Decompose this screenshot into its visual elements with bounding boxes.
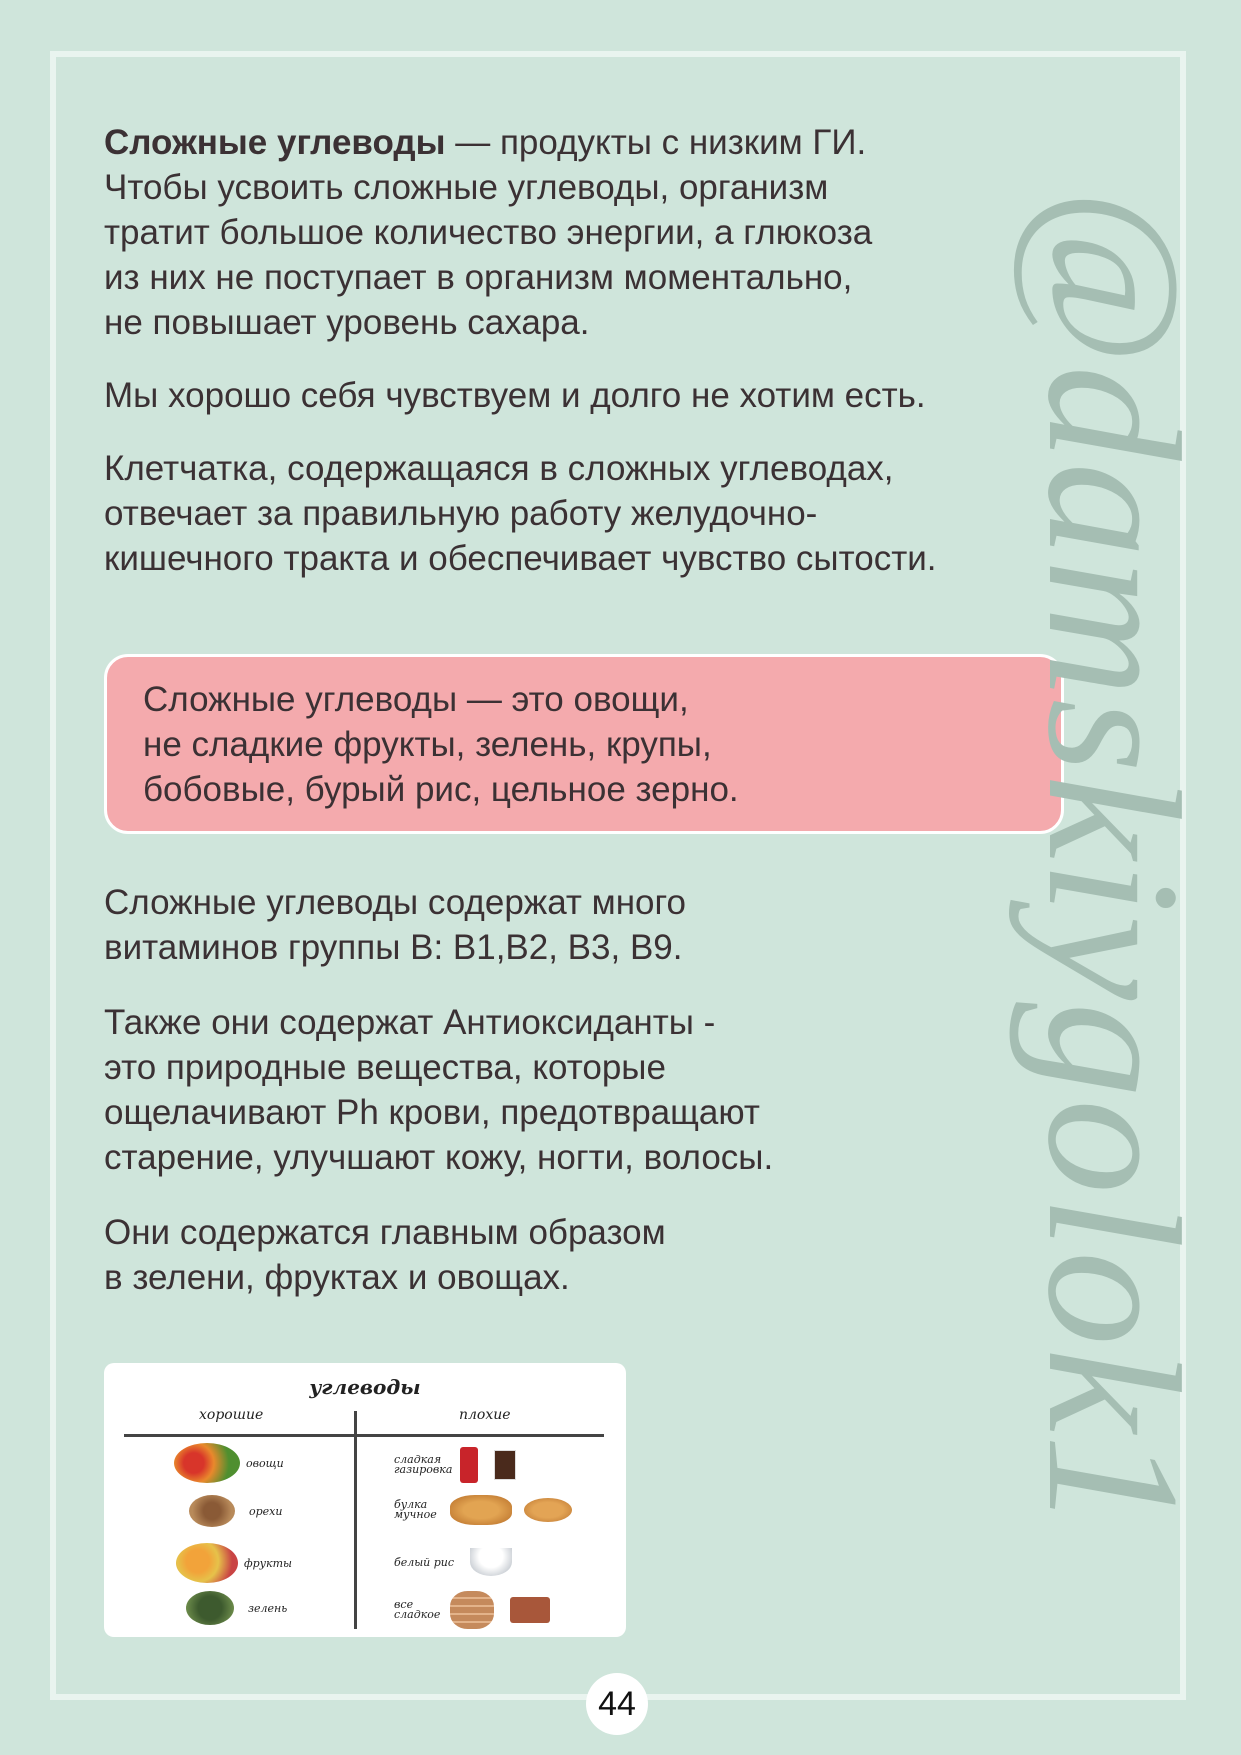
table-divider-vertical xyxy=(354,1411,357,1629)
carbs-comparison-image xyxy=(104,1363,626,1637)
sources-paragraph: Они содержатся главным образом в зелени, фруктах и овощах. xyxy=(104,1213,666,1297)
fiber-paragraph: Клетчатка, содержащаяся в сложных углеводах, отвечает за правильную работу желудочно- кишечного тракта и обеспечивает чувство сытости. xyxy=(104,449,937,578)
intro-term: Сложные углеводы xyxy=(104,123,446,162)
main-text xyxy=(104,120,1104,606)
watermark-text: @damskiygolok1 xyxy=(1008,188,1218,1532)
feeling-paragraph: Мы хорошо себя чувствуем и долго не хотим есть. xyxy=(104,376,926,415)
nuts-icon xyxy=(189,1495,235,1527)
lower-text xyxy=(104,880,1004,1330)
rice-bowl-icon xyxy=(470,1548,512,1576)
bad-item: булка мучное xyxy=(394,1495,572,1525)
highlight-callout: Сложные углеводы — это овощи, не сладкие фрукты, зелень, крупы, бобовые, бурый рис, цельное зерно. xyxy=(104,654,1064,834)
vitamins-paragraph: Сложные углеводы содержат много витаминов группы В: В1,В2, В3, В9. xyxy=(104,883,686,967)
bad-item: все сладкое xyxy=(394,1591,550,1629)
bread-icon xyxy=(450,1495,512,1525)
greens-icon xyxy=(186,1591,234,1625)
chocolate-icon xyxy=(510,1597,550,1623)
soda-can-icon xyxy=(460,1447,478,1483)
bad-item: белый рис xyxy=(394,1548,512,1576)
good-item: орехи xyxy=(189,1495,282,1527)
vegetables-icon xyxy=(174,1443,240,1483)
antioxidants-paragraph: Также они содержат Антиоксиданты - это природные вещества, которые ощелачивают Ph крови, предотвращают старение, улучшают кожу, ногти, волосы. xyxy=(104,1003,774,1177)
good-header: хорошие xyxy=(199,1407,264,1423)
bad-header: плохие xyxy=(459,1407,511,1423)
carbs-title: углеводы xyxy=(309,1375,421,1399)
cookies-icon xyxy=(450,1591,494,1629)
good-item: зелень xyxy=(186,1591,287,1625)
soda-glass-icon xyxy=(494,1450,516,1480)
good-item: овощи xyxy=(174,1443,284,1483)
croissant-icon xyxy=(524,1498,572,1522)
fruits-icon xyxy=(176,1543,238,1583)
table-divider-horizontal xyxy=(124,1434,604,1437)
intro-paragraph: Сложные углеводы — продукты с низким ГИ. Чтобы усвоить сложные углеводы, организм тратит большое количество энергии, а глюкоза из них не поступает в организм моментально, не повышает уровень сахара. xyxy=(104,123,873,342)
page-number: 44 xyxy=(586,1673,648,1735)
good-item: фрукты xyxy=(176,1543,292,1583)
bad-item: сладкая газировка xyxy=(394,1447,516,1483)
